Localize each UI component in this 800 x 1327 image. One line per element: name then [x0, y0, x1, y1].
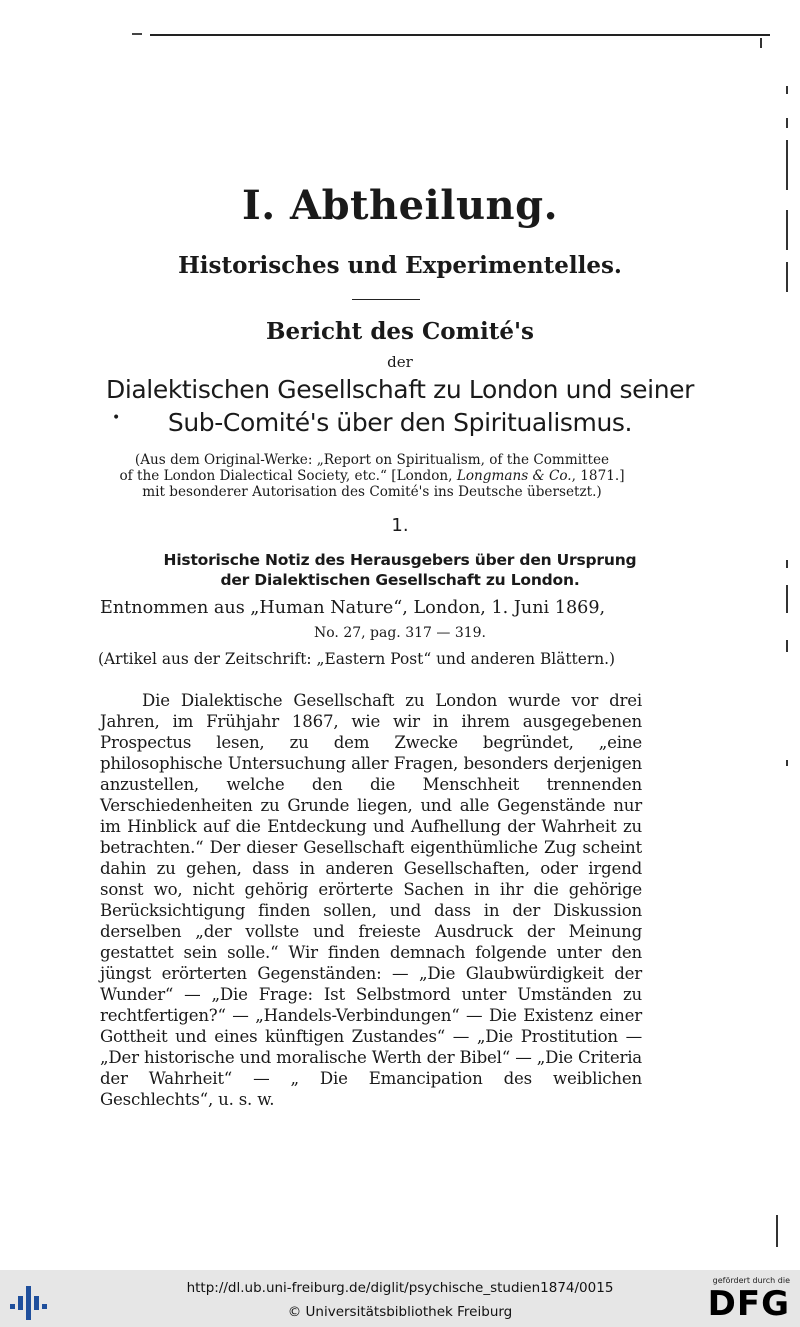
margin-mark	[786, 262, 788, 292]
margin-mark	[786, 560, 788, 568]
footer-bar	[0, 1270, 800, 1327]
part-heading: I. Abtheilung.	[241, 182, 559, 229]
issue-reference: No. 27, pag. 317 — 319.	[313, 625, 486, 641]
report-der: der	[387, 353, 413, 371]
top-dash	[132, 33, 142, 35]
margin-mark	[786, 760, 788, 766]
divider	[352, 299, 420, 300]
section-title-line-2: der Dialektischen Gesellschaft zu London.	[220, 571, 580, 589]
top-rule	[150, 34, 770, 36]
margin-mark	[786, 640, 788, 652]
body-paragraph: Die Dialektische Gesellschaft zu London wurde vor drei Jahren, im Frühjahr 1867, wie wir in ihrem ausgegebenen Prospectus lesen, zu dem Zwecke begründet, „eine philosophische Untersuchung aller Fragen, besonders derjenigen anzustellen, welche den die Menschheit trennenden Verschiedenheiten zu Grunde liegen, und alle Gegenstände nur im Hinblick auf die Entdeckung und Aufhellung der Wahrheit zu betrachten.“ Der dieser Gesellschaft eigenthümliche Zug scheint dahin zu gehen, dass in anderen Gesellschaften, oder irgend sonst wo, nicht gehörig erörterte Sachen in ihr die gehörige Berücksichtigung finden sollen, und dass in der Diskussion derselben „der vollste und freieste Ausdruck der Meinung gestattet sein solle.“ Wir finden demnach folgende unter den jüngst erörterten Gegenständen: — „Die Glaubwürdigkeit der Wunder“ — „Die Frage: Ist Selbstmord unter Umständen zu rechtfertigen?“ — „Handels-Verbindungen“ — Die Existenz einer Gottheit und eines künftigen Zustandes“ — „Die Prostitution — „Der historische und moralische Werth der Bibel“ — „Die Criteria der Wahrheit“ — „ Die Emancipation des weiblichen Geschlechts“, u. s. w.	[100, 691, 642, 1109]
funder-note: gefördert durch die	[712, 1276, 790, 1285]
source-note-line-1: (Aus dem Original-Werke: „Report on Spiritualism, of the Committee	[134, 452, 610, 468]
section-title-line-1: Historische Notiz des Herausgebers über den Ursprung	[163, 551, 637, 569]
margin-mark	[786, 210, 788, 250]
society-line-2: Sub-Comité's über den Spiritualismus.	[167, 408, 633, 437]
body-text	[100, 690, 642, 1110]
margin-mark	[776, 1215, 778, 1247]
section-number: 1.	[391, 515, 409, 536]
copyright-notice: © Universitätsbibliothek Freiburg	[287, 1304, 513, 1320]
bullet-mark: •	[112, 410, 121, 426]
excerpt-source: Entnommen aus „Human Nature“, London, 1. Juni 1869,	[100, 598, 606, 618]
margin-mark	[786, 585, 788, 613]
section-title	[80, 550, 720, 590]
society-line-1: Dialektischen Gesellschaft zu London und seiner	[105, 375, 694, 404]
source-note-line-2: of the London Dialectical Society, etc.“ [London, Longmans & Co., 1871.]	[119, 468, 625, 484]
article-note: (Artikel aus der Zeitschrift: „Eastern Post“ und anderen Blättern.)	[98, 650, 616, 668]
margin-mark	[786, 140, 788, 190]
source-note-line-3: mit besonderer Autorisation des Comité's ins Deutsche übersetzt.)	[142, 484, 602, 500]
top-tick	[760, 38, 762, 48]
margin-mark	[786, 86, 788, 94]
part-subtitle: Historisches und Experimentelles.	[178, 252, 622, 279]
report-title: Bericht des Comité's	[266, 318, 534, 345]
source-url-link[interactable]: http://dl.ub.uni-freiburg.de/diglit/psychische_studien1874/0015	[186, 1280, 614, 1296]
dfg-logo[interactable]: DFG	[707, 1284, 790, 1324]
margin-mark	[786, 118, 788, 128]
publisher-name: Longmans & Co.	[456, 468, 572, 484]
